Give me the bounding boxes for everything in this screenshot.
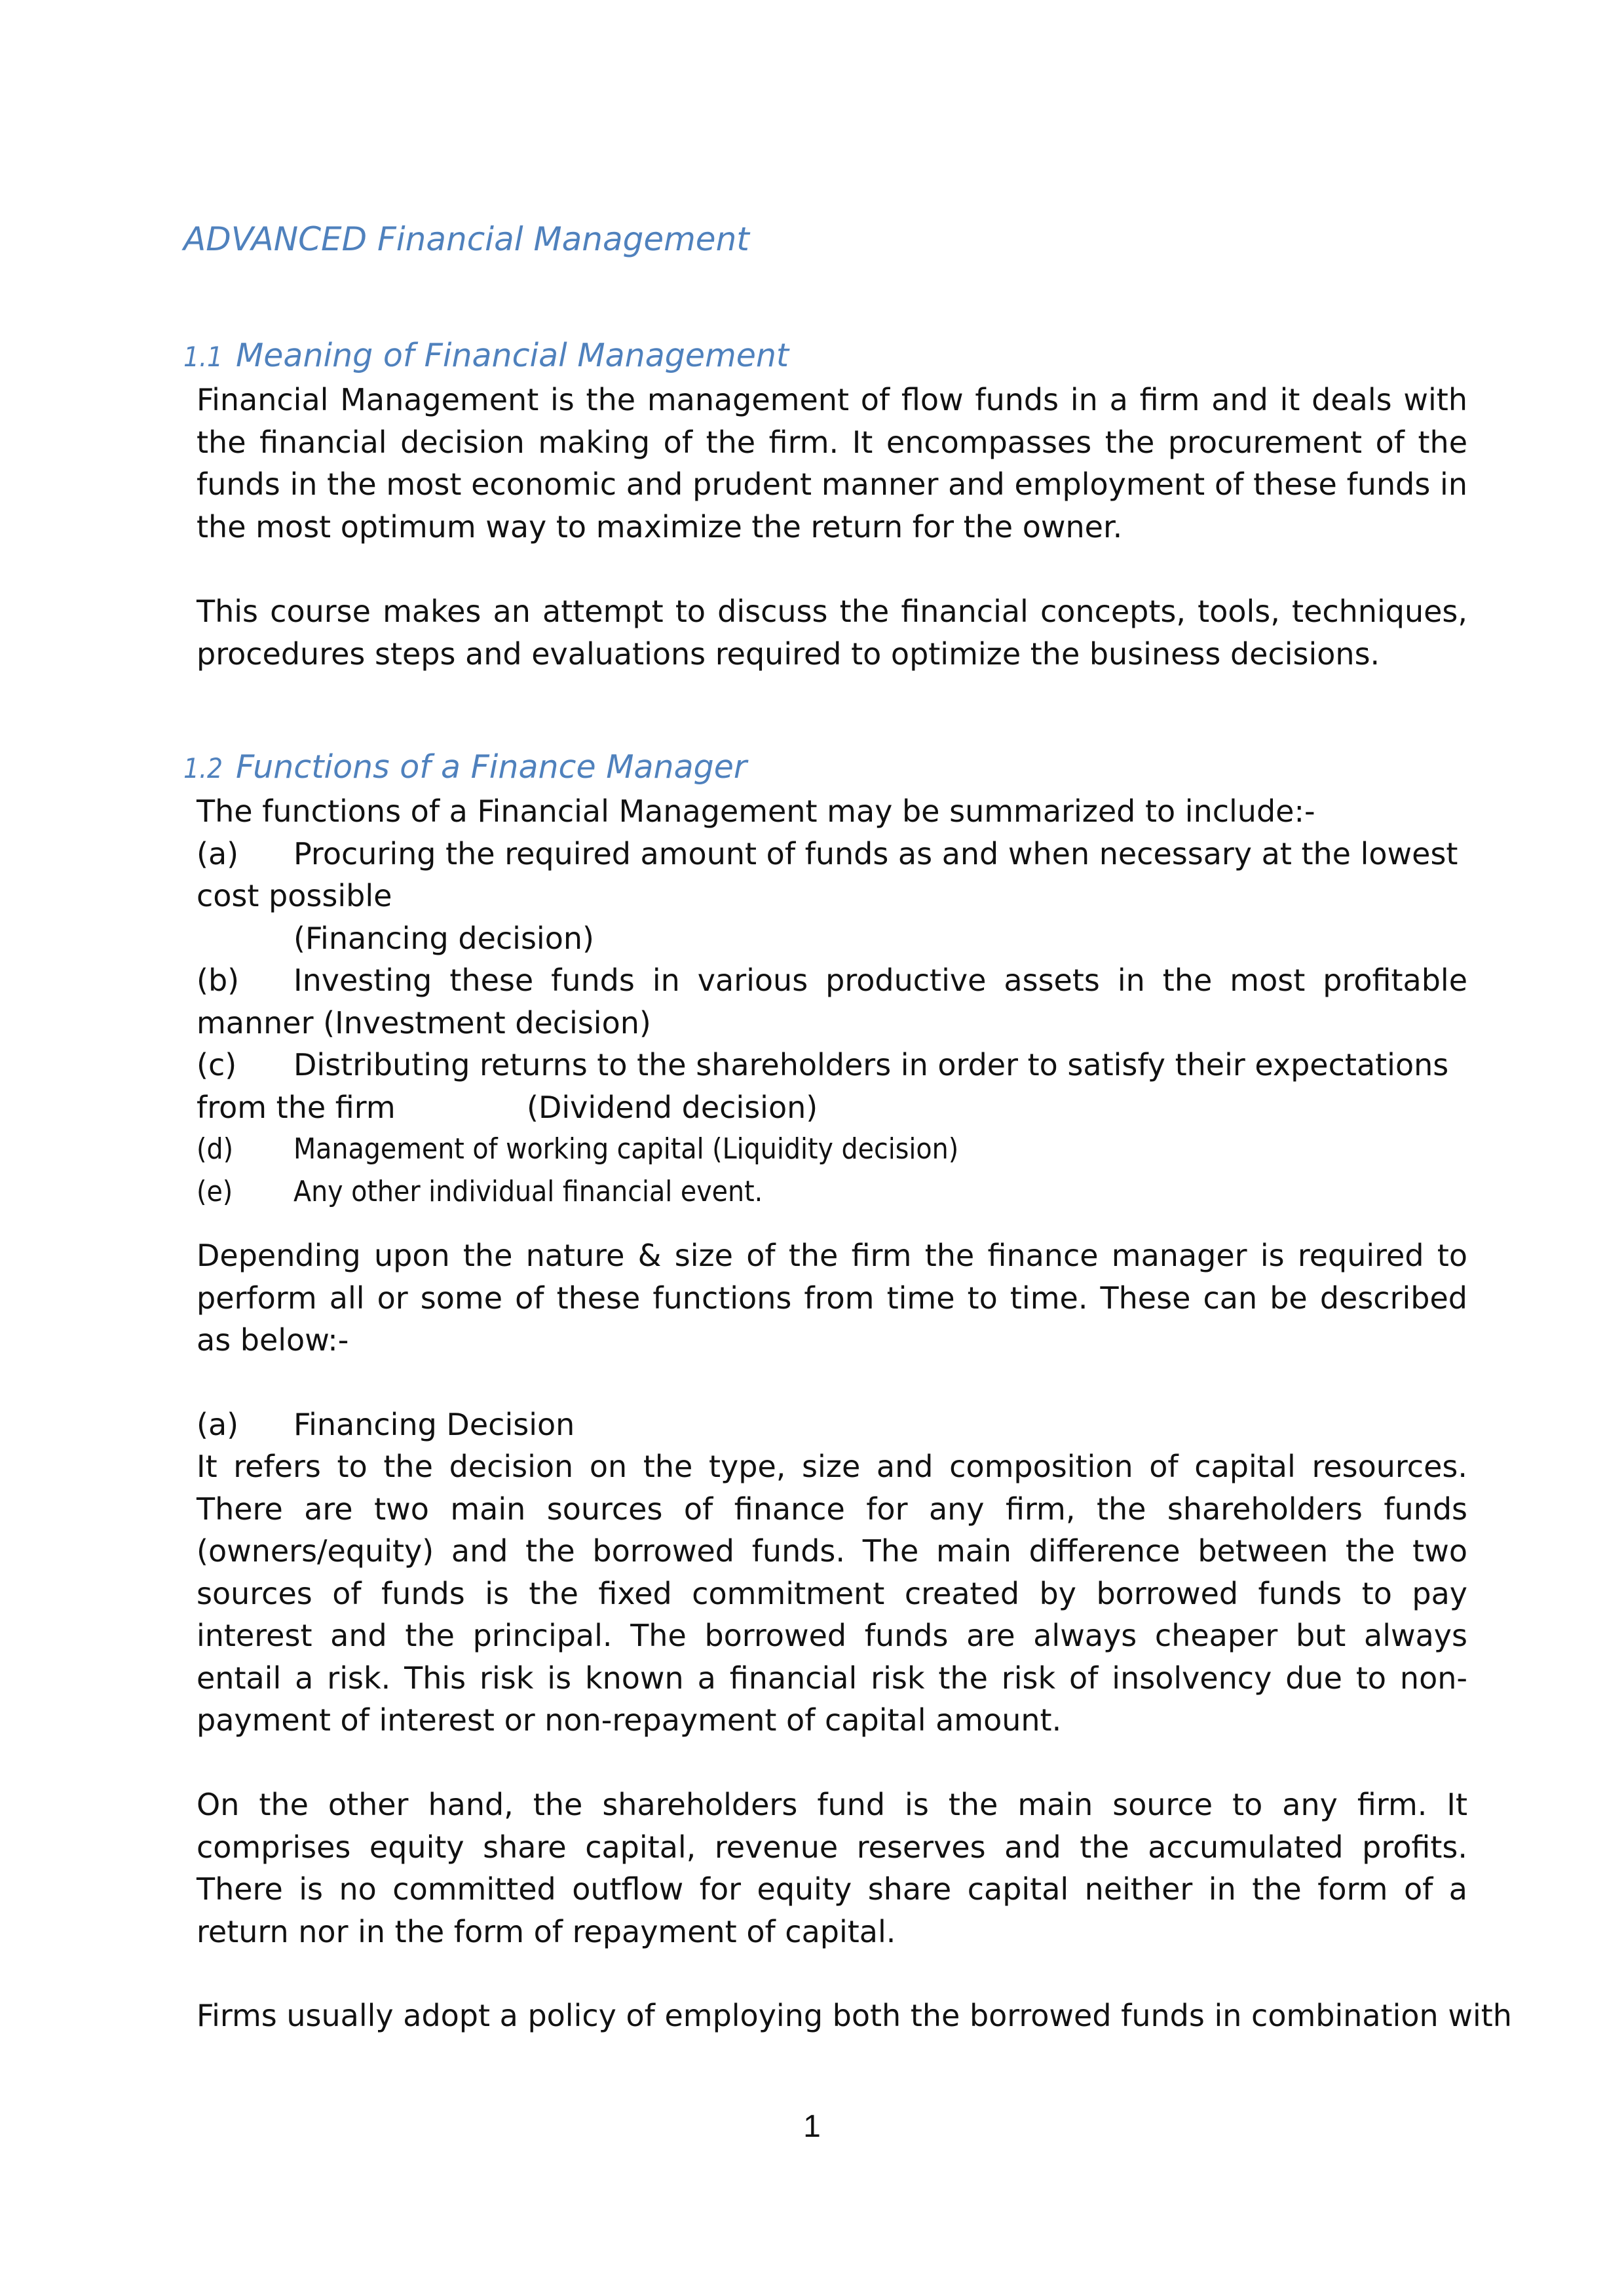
functions-intro: The functions of a Financial Management may be summarized to include:- <box>197 794 1315 829</box>
list-item-a-line-1 <box>197 833 1467 875</box>
section-1-1-heading <box>183 337 789 374</box>
list-marker-c: (c) <box>197 1047 237 1082</box>
list-marker-a: (a) <box>197 835 239 871</box>
list-item-d-text: Management of working capital (Liquidity decision) <box>293 1132 959 1166</box>
list-item-c-line-2 <box>197 1086 1467 1129</box>
list-item-c-line-1 <box>197 1044 1467 1086</box>
section-1-1-title: Meaning of Financial Management <box>236 337 789 374</box>
list-item-e-text: Any other individual financial event. <box>293 1174 763 1208</box>
list-item-a-text-3: (Financing decision) <box>293 920 594 956</box>
financing-decision-line <box>197 1404 1467 1446</box>
other-hand-paragraph: On the other hand, the shareholders fund is the main source to any firm. It comprises equity share capital, revenue reserves and the accumulated profits. There is no committed outflow for equity share capital neither in the form of a return nor in the form of repayment of capital. <box>197 1787 1467 1949</box>
depending-paragraph: Depending upon the nature & size of the firm the finance manager is required to perform all or some of these functions from time to time. These can be described as below:- <box>197 1238 1467 1358</box>
section-1-2-number: 1.2 <box>183 752 223 784</box>
list-item-b-text-1: Investing these funds in various productive assets in the most profitable <box>293 963 1467 998</box>
list-item-a-line-2: cost possible <box>197 878 392 913</box>
section-1-2-heading <box>183 748 747 786</box>
course-paragraph: This course makes an attempt to discuss the financial concepts, tools, techniques, procedures steps and evaluations required to optimize the business decisions. <box>197 594 1467 672</box>
meaning-paragraph: Financial Management is the management of flow funds in a firm and it deals with the financial decision making of the firm. It encompasses the procurement of the funds in the most economic and prudent manner and employment of these funds in the most optimum way to maximize the return for the owner. <box>197 382 1467 545</box>
list-item-a-text-1: Procuring the required amount of funds as and when necessary at the lowest <box>293 835 1458 871</box>
firms-paragraph: Firms usually adopt a policy of employing both the borrowed funds in combination with <box>197 1998 1512 2033</box>
list-item-a-line-3 <box>197 917 1467 960</box>
financing-decision-marker: (a) <box>197 1407 239 1442</box>
list-marker-e: (e) <box>197 1174 233 1208</box>
functions-list-block <box>197 790 1467 1213</box>
list-marker-b: (b) <box>197 963 240 998</box>
list-item-b-line-1 <box>197 959 1467 1002</box>
page-number: 1 <box>803 2109 821 2144</box>
list-item-d <box>197 1128 1467 1171</box>
list-item-c-text-1: Distributing returns to the shareholders in order to satisfy their expectations <box>293 1047 1449 1082</box>
financing-decision-subheading <box>197 1404 1467 1446</box>
list-item-c-text-2b: (Dividend decision) <box>527 1089 818 1125</box>
financing-paragraph: It refers to the decision on the type, size and composition of capital resources. There are two main sources of finance for any firm, the shareholders funds (owners/equity) and the borrowed funds. The main difference between the two sources of funds is the fixed commitment created by borrowed funds to pay interest and the principal. The borrowed funds are always cheaper but always entail a risk. This risk is known a financial risk the risk of insolvency due to non-payment of interest or non-repayment of capital amount. <box>197 1449 1467 1738</box>
document-title: ADVANCED Financial Management <box>183 220 749 258</box>
section-1-2-title: Functions of a Finance Manager <box>236 748 747 786</box>
list-marker-d: (d) <box>197 1132 234 1166</box>
list-item-b-line-2: manner (Investment decision) <box>197 1004 651 1041</box>
financing-decision-title: Financing Decision <box>293 1407 575 1442</box>
list-item-e <box>197 1171 1467 1214</box>
list-item-c-text-2a: from the firm <box>197 1089 396 1125</box>
section-1-1-number: 1.1 <box>183 341 223 373</box>
